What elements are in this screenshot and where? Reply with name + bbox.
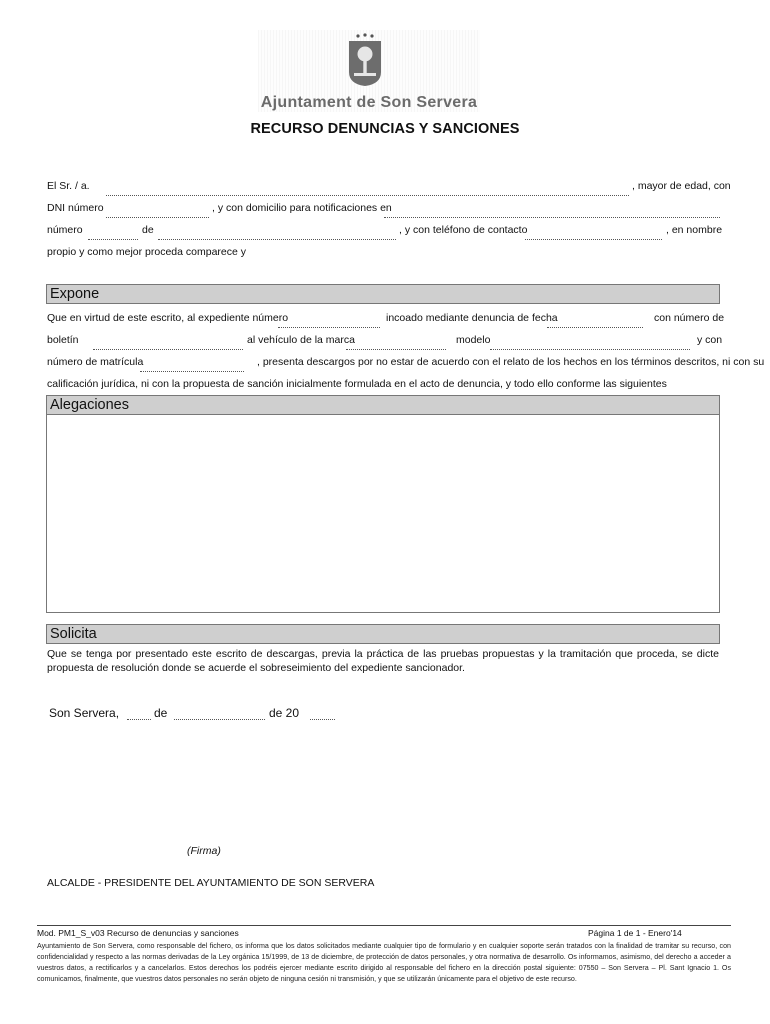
label-y-con: y con: [697, 334, 723, 346]
label-incoado: incoado mediante denuncia de fecha: [386, 312, 558, 324]
firma-label: (Firma): [187, 845, 221, 857]
field-matricula[interactable]: [140, 371, 244, 372]
municipal-shield-icon: [340, 32, 390, 88]
date-de-20: de 20: [269, 706, 300, 720]
field-modelo[interactable]: [490, 349, 690, 350]
field-localidad[interactable]: [158, 239, 396, 240]
footer-divider: [37, 925, 731, 926]
label-boletin: boletín: [47, 334, 79, 346]
label-telefono: , y con teléfono de contacto: [399, 224, 528, 236]
field-day[interactable]: [127, 719, 151, 720]
field-boletin[interactable]: [93, 349, 243, 350]
solicita-text: Que se tenga por presentado este escrito de descargas, previa la práctica de las pruebas propuestas y la tramitación que proceda, se dicte propuesta de resolución donde se acuerde el sobreseimiento del expediente sancionador.: [47, 648, 719, 674]
label-numero: número: [47, 224, 83, 236]
label-domicilio: , y con domicilio para notificaciones en: [212, 202, 392, 214]
field-expediente[interactable]: [278, 327, 380, 328]
label-expediente: Que en virtud de este escrito, al expediente número: [47, 312, 289, 324]
label-con-numero: con número de: [654, 312, 725, 324]
label-matricula: número de matrícula: [47, 356, 144, 368]
field-nombre[interactable]: [106, 195, 629, 196]
footer-legal: Ayuntamiento de Son Servera, como responsable del fichero, os informa que los datos solicitados mediante cualquier tipo de formulario y en cualquier soporte serán tratados con la finalidad de tramitar su recurso, con confidencialidad y respecto a las normas derivadas de la Ley orgánica 15/1999, de 13 de diciembre, de protección de datos personales, y otra normativa de desarrollo. Os informamos, asimismo, del derecho a acceder a vuestros datos, a rectificarlos y a cancelarlos. Estos derechos los podréis ejercer mediante escrito dirigido al responsable del fichero en la dirección postal siguiente: 07550 – Son Servera – Pl. Sant Ignacio 1. Os comunicamos, finalmente, que vuestros datos personales no serán objeto de ninguna cesión ni transmisión, y que se utilizarán únicamente para el objetivo de este recurso.: [37, 942, 731, 983]
label-modelo: modelo: [456, 334, 491, 346]
label-propio: propio y como mejor proceda comparece y: [47, 246, 247, 258]
label-dni: DNI número: [47, 202, 104, 214]
field-domicilio[interactable]: [384, 217, 720, 218]
section-expone-heading: Expone: [46, 284, 720, 304]
footer-model: Mod. PM1_S_v03 Recurso de denuncias y sanciones: [37, 928, 239, 938]
date-place: Son Servera,: [49, 706, 120, 720]
label-mayor-edad: , mayor de edad, con: [632, 180, 731, 192]
field-month[interactable]: [174, 719, 265, 720]
section-solicita-heading: Solicita: [46, 624, 720, 644]
date-de: de: [154, 706, 168, 720]
label-el-sr: El Sr. / a.: [47, 180, 90, 192]
label-vehiculo: al vehículo de la marca: [247, 334, 355, 346]
org-name: Ajuntament de Son Servera: [260, 94, 478, 111]
label-de: de: [142, 224, 154, 236]
field-telefono[interactable]: [525, 239, 662, 240]
footer-page: Página 1 de 1 - Enero'14: [588, 928, 682, 938]
section-alegaciones-heading: Alegaciones: [46, 395, 720, 415]
alcalde-label: ALCALDE - PRESIDENTE DEL AYUNTAMIENTO DE SON SERVERA: [47, 877, 375, 889]
page-title: RECURSO DENUNCIAS Y SANCIONES: [250, 121, 520, 137]
field-fecha-denuncia[interactable]: [547, 327, 643, 328]
label-calificacion: calificación jurídica, ni con la propuesta de sanción inicialmente formulada en el acto de denuncia, y todo ello conforme las siguientes: [47, 378, 667, 390]
alegaciones-textarea[interactable]: [46, 414, 720, 613]
field-dni[interactable]: [106, 217, 209, 218]
label-en-nombre: , en nombre: [666, 224, 723, 236]
field-numero[interactable]: [88, 239, 138, 240]
field-year[interactable]: [310, 719, 335, 720]
label-descargos: , presenta descargos por no estar de acuerdo con el relato de los hechos en los términos descritos, ni con su: [257, 356, 765, 368]
field-marca[interactable]: [346, 349, 446, 350]
